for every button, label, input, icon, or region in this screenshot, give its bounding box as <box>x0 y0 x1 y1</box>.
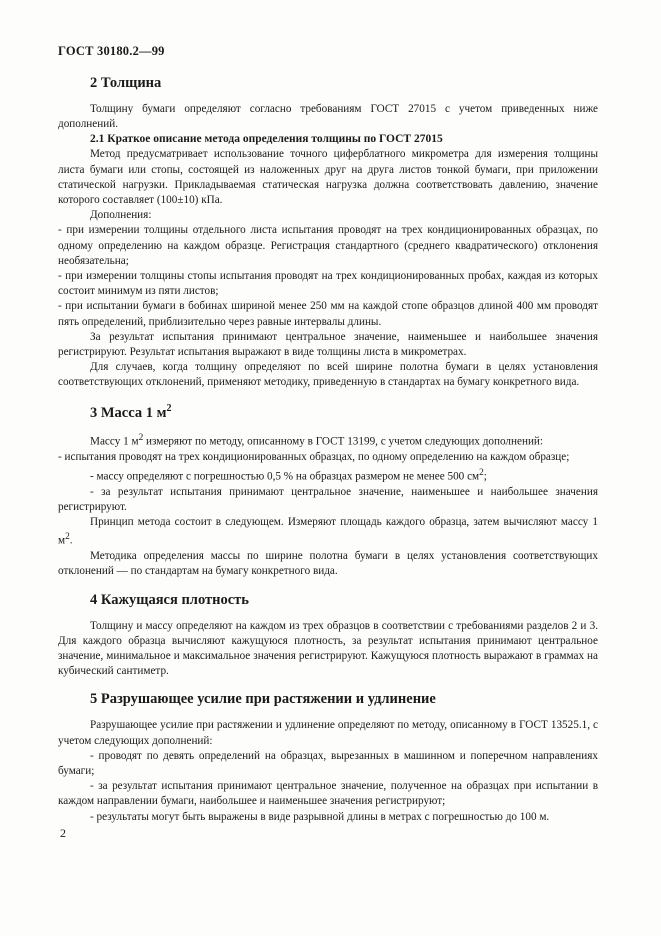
paragraph: Разрушающее усилие при растяжении и удлинение определяют по методу, описанному в ГОСТ 13525.1, с учетом следующих дополнений: <box>58 719 598 747</box>
paragraph: Принцип метода состоит в следующем. Измеряют площадь каждого образца, затем вычисляют массу 1 $м^2$. <box>58 515 598 547</box>
section-2-title: 2 Толщина <box>90 75 162 91</box>
document-header: ГОСТ 30180.2—99 <box>58 44 165 58</box>
section-4-title: 4 Кажущаяся плотность <box>90 591 249 608</box>
paragraph: Массу 1 $м^2$ измеряют по методу, описанному в ГОСТ 13199, с учетом следующих дополнений: <box>90 433 544 449</box>
paragraph: Толщину бумаги определяют согласно требованиям ГОСТ 27015 с учетом приведенных ниже дополнений. <box>58 103 598 131</box>
paragraph: Методика определения массы по ширине полотна бумаги в целях установления соответствующих отклонений — по стандартам на бумагу конкретного вида. <box>58 550 598 578</box>
paragraph: Дополнения: <box>90 209 152 222</box>
subsection-2-1-title: 2.1 Краткое описание метода определения толщины по ГОСТ 27015 <box>90 133 443 146</box>
section-3-title: 3 Масса 1 $м^2$ <box>90 402 172 421</box>
list-item: - результаты могут быть выражены в виде разрывной длины в метрах с погрешностью до 100 м. <box>90 810 550 823</box>
list-item: - при испытании бумаги в бобинах шириной менее 250 мм на каждой стопе образцов длиной 400 мм проводят пять определений, приблизительно через равные интервалы длины. <box>58 300 598 328</box>
section-5-title: 5 Разрушающее усилие при растяжении и удлинение <box>90 691 436 708</box>
list-item: - за результат испытания принимают центральное значение, наименьшее и наибольшее значения регистрируют. <box>58 485 598 513</box>
page-number: 2 <box>60 826 66 840</box>
list-item: - массу определяют с погрешностью 0,5 % на образцах размером не менее 500 $см^2$; <box>90 467 487 483</box>
paragraph: За результат испытания принимают центральное значение, наименьшее и наибольшее значения регистрируют. Результат испытания выражают в виде толщины листа в микрометрах. <box>58 330 598 359</box>
paragraph: Толщину и массу определяют на каждом из трех образцов в соответствии с требованиями разделов 2 и 3. Для каждого образца вычисляют кажущуюся плотность, за результат испытания принимают центральное значение, минимальное и максимальное значения регистрируют. Кажущуюся плотность выражают в граммах на кубический сантиметр. <box>58 619 598 678</box>
paragraph: Метод предусматривает использование точного циферблатного микрометра для измерения толщины листа бумаги или стопы, состоящей из наложенных друг на друга листов тонкой бумаги, при приложении статической нагрузки. Прикладываемая статическая нагрузка должна соответствовать давлению, значение которого составляет (100±10) кПа. <box>58 148 598 207</box>
document-page <box>58 44 598 825</box>
list-item: - проводят по девять определений на образцах, вырезанных в машинном и поперечном направлениях бумаги; <box>58 749 598 777</box>
list-item: - при измерении толщины стопы испытания проводят на трех кондиционированных пробах, каждая из которых состоит минимум из пяти листов; <box>58 270 598 298</box>
list-item: - при измерении толщины отдельного листа испытания проводят на трех кондиционированных образцах, по одному определению на каждом образце. Регистрация стандартного (среднего квадратического) отклонения необязательна; <box>58 224 598 267</box>
paragraph: Для случаев, когда толщину определяют по всей ширине полотна бумаги в целях установления соответствующих отклонений, применяют методику, приведенную в стандартах на бумагу конкретного вида. <box>58 361 598 389</box>
list-item: - за результат испытания принимают центральное значение, полученное на образцах при испытании в каждом направлении бумаги, наибольшее и наименьшее значения регистрируют; <box>58 780 598 808</box>
list-item: - испытания проводят на трех кондиционированных образцах, по одному определению на каждом образце; <box>58 451 570 464</box>
